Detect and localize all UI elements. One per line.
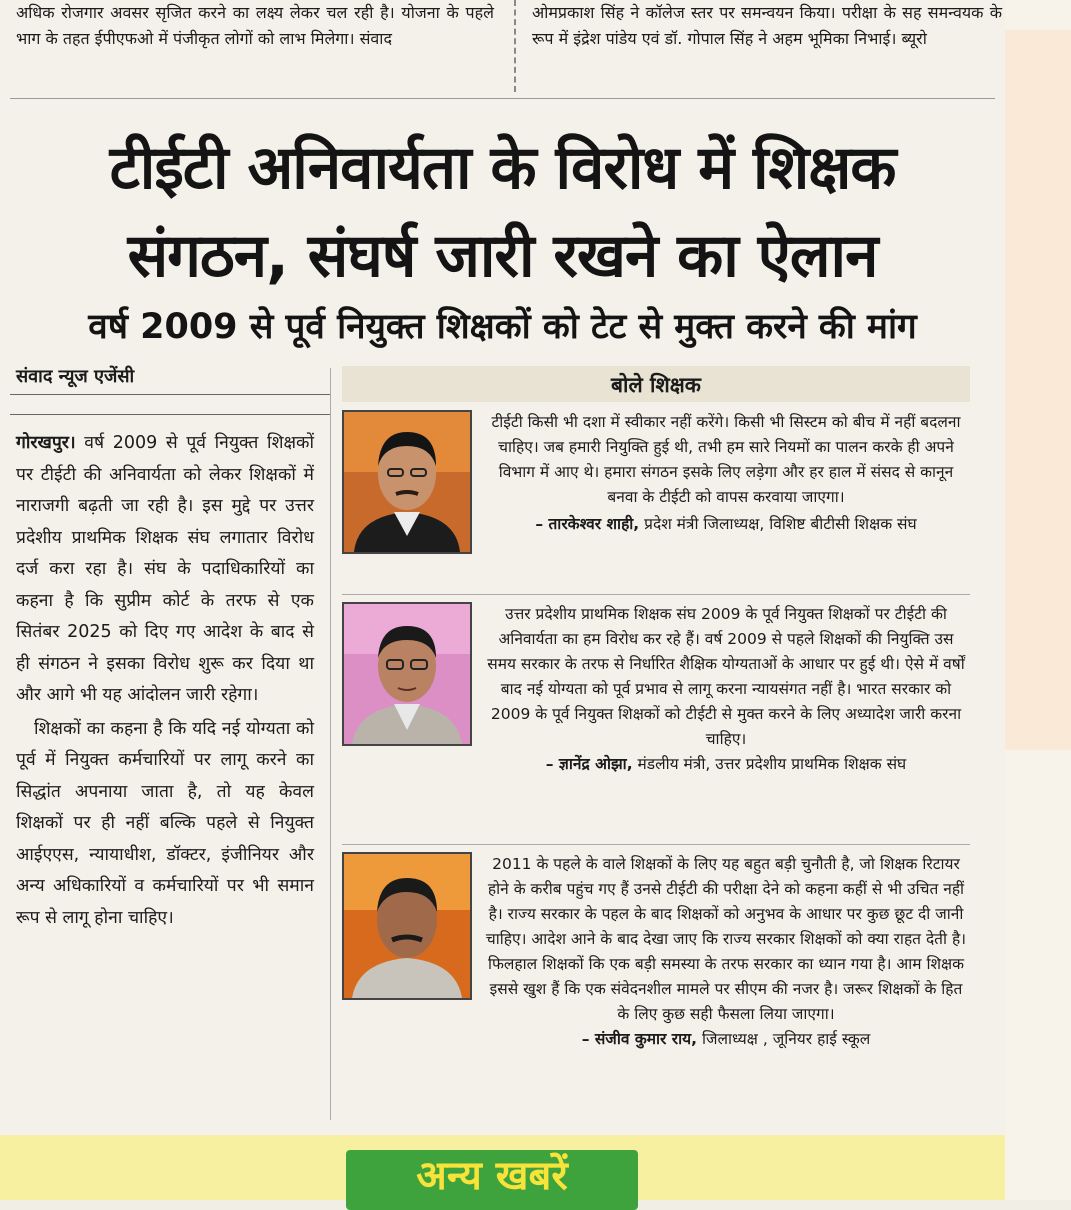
dateline: गोरखपुर। xyxy=(16,433,76,453)
quote-3-body xyxy=(482,852,970,1052)
column-divider-top xyxy=(514,0,516,92)
quote-3-name: – संजीव कुमार राय, xyxy=(581,1030,697,1048)
quote-3-text: 2011 के पहले के वाले शिक्षकों के लिए यह बहुत बड़ी चुनौती है, जो शिक्षक रिटायर होने के करीब पहुंच गए हैं उनसे टीईटी की परीक्षा देने को कहना कहीं से भी उचित नहीं है। राज्य सरकार के पहल के बाद शिक्षकों को अनुभव के आधार पर कुछ छूट दी जानी चाहिए। आदेश आने के बाद देखा जाए कि राज्य सरकार शिक्षकों को क्या राहत देती है। फिलहाल शिक्षकों कि एक बड़ी समस्या के तरफ सरकार का ध्यान गया है। आम शिक्षक इससे खुश हैं कि एक संवेदनशील मामले पर सीएम की नजर है। जरूर शिक्षकों के हित के लिए कुछ सही फैसला लिया जाएगा। xyxy=(485,855,967,1023)
headline-line-1: टीईटी अनिवार्यता के विरोध में शिक्षक xyxy=(109,133,896,203)
headline-line-2: संगठन, संघर्ष जारी रखने का ऐलान xyxy=(127,221,878,291)
previous-story-left xyxy=(16,0,494,52)
adjacent-page-edge xyxy=(1005,0,1071,1200)
quote-divider-2 xyxy=(342,844,970,845)
quote-2-attribution xyxy=(482,752,970,777)
article-paragraph-1 xyxy=(16,428,314,712)
quote-2-role: मंडलीय मंत्री, उत्तर प्रदेशीय प्राथमिक शिक्षक संघ xyxy=(637,755,907,773)
quote-2-text: उत्तर प्रदेशीय प्राथमिक शिक्षक संघ 2009 के पूर्व नियुक्त शिक्षकों पर टीईटी की अनिवार्यता का हम विरोध कर रहे हैं। वर्ष 2009 से पहले शिक्षकों की नियुक्ति उस समय सरकार के तरफ से निर्धारित शैक्षिक योग्यताओं के आधार पर हुई थी। ऐसे में वर्षों बाद नई योग्यता को पूर्व प्रभाव से लागू करना न्यायसंगत नहीं है। भारत सरकार को 2009 के पूर्व नियुक्त शिक्षकों को टीईटी से मुक्त करने के लिए अध्यादेश जारी करना चाहिए। xyxy=(487,605,965,748)
person-photo-icon xyxy=(344,412,470,552)
quote-3-photo xyxy=(342,852,472,1000)
adjacent-page-tint xyxy=(1005,30,1071,750)
quote-2-name: – ज्ञानेंद्र ओझा, xyxy=(545,755,633,773)
previous-story-right-text: ओमप्रकाश सिंह ने कॉलेज स्तर पर समन्वयन किया। परीक्षा के सह समन्वयक के रूप में इंद्रेश पांडेय एवं डॉ. गोपाल सिंह ने अहम भूमिका निभाई। ब्यूरो xyxy=(532,3,1002,48)
quote-divider-1 xyxy=(342,594,970,595)
article-paragraph-2: शिक्षकों का कहना है कि यदि नई योग्यता को पूर्व में नियुक्त कर्मचारियों पर लागू करने का सिद्धांत अपनाया जाता है, तो यह केवल शिक्षकों पर ही नहीं बल्कि पहले से नियुक्त आईएएस, न्यायाधीश, डॉक्टर, इंजीनियर और अन्य अधिकारियों व कर्मचारियों पर भी समान रूप से लागू होना चाहिए। xyxy=(16,718,314,928)
person-photo-icon xyxy=(344,604,470,744)
section-tag-label: अन्य खबरें xyxy=(416,1153,568,1199)
quote-1-name: – तारकेश्वर शाही, xyxy=(535,515,640,533)
previous-story-left-text: अधिक रोजगार अवसर सृजित करने का लक्ष्य लेकर चल रही है। योजना के पहले भाग के तहत ईपीएफओ में पंजीकृत लोगों को लाभ मिलेगा। संवाद xyxy=(16,3,494,48)
quote-3-attribution xyxy=(482,1027,970,1052)
byline-rule-2 xyxy=(10,414,330,415)
quote-2-photo xyxy=(342,602,472,746)
subheadline: वर्ष 2009 से पूर्व नियुक्त शिक्षकों को टेट से मुक्त करने की मांग xyxy=(88,307,917,347)
quote-1-photo xyxy=(342,410,472,554)
quote-1-text: टीईटी किसी भी दशा में स्वीकार नहीं करेंगे। किसी भी सिस्टम को बीच में नहीं बदलना चाहिए। जब हमारी नियुक्ति हुई थी, तभी हम सारे नियमों का पालन करके ही अपने विभाग में आए थे। हमारा संगठन इसके लिए लड़ेगा और हर हाल में संसद से कानून बनवा के टीईटी को वापस करवाया जाएगा। xyxy=(491,413,961,506)
byline: संवाद न्यूज एजेंसी xyxy=(16,366,135,387)
section-tag xyxy=(346,1150,638,1210)
quote-1-body xyxy=(482,410,970,537)
column-divider xyxy=(330,368,331,1120)
quote-2-body xyxy=(482,602,970,777)
quote-1-attribution xyxy=(482,512,970,537)
section-divider xyxy=(10,98,995,99)
previous-story-right xyxy=(532,0,1002,52)
quotes-banner xyxy=(342,366,970,402)
quotes-title: बोले शिक्षक xyxy=(611,373,701,397)
byline-rule xyxy=(10,394,330,395)
article-body xyxy=(16,428,314,936)
quote-3-role: जिलाध्यक्ष , जूनियर हाई स्कूल xyxy=(701,1030,871,1048)
person-photo-icon xyxy=(344,854,470,998)
quote-1-role: प्रदेश मंत्री जिलाध्यक्ष, विशिष्ट बीटीसी शिक्षक संघ xyxy=(644,515,917,533)
article-paragraph-1-text: वर्ष 2009 से पूर्व नियुक्त शिक्षकों पर टीईटी की अनिवार्यता को लेकर शिक्षकों में नाराजगी बढ़ती जा रही है। इस मुद्दे पर उत्तर प्रदेशीय प्राथमिक शिक्षक संघ लगातार विरोध दर्ज करा रहा है। संघ के पदाधिकारियों का कहना है कि सुप्रीम कोर्ट के तरफ से एक सितंबर 2025 को दिए गए आदेश के बाद से ही संगठन ने इसका विरोध शुरू कर दिया था और आगे भी यह आंदोलन जारी रहेगा। xyxy=(16,433,314,705)
